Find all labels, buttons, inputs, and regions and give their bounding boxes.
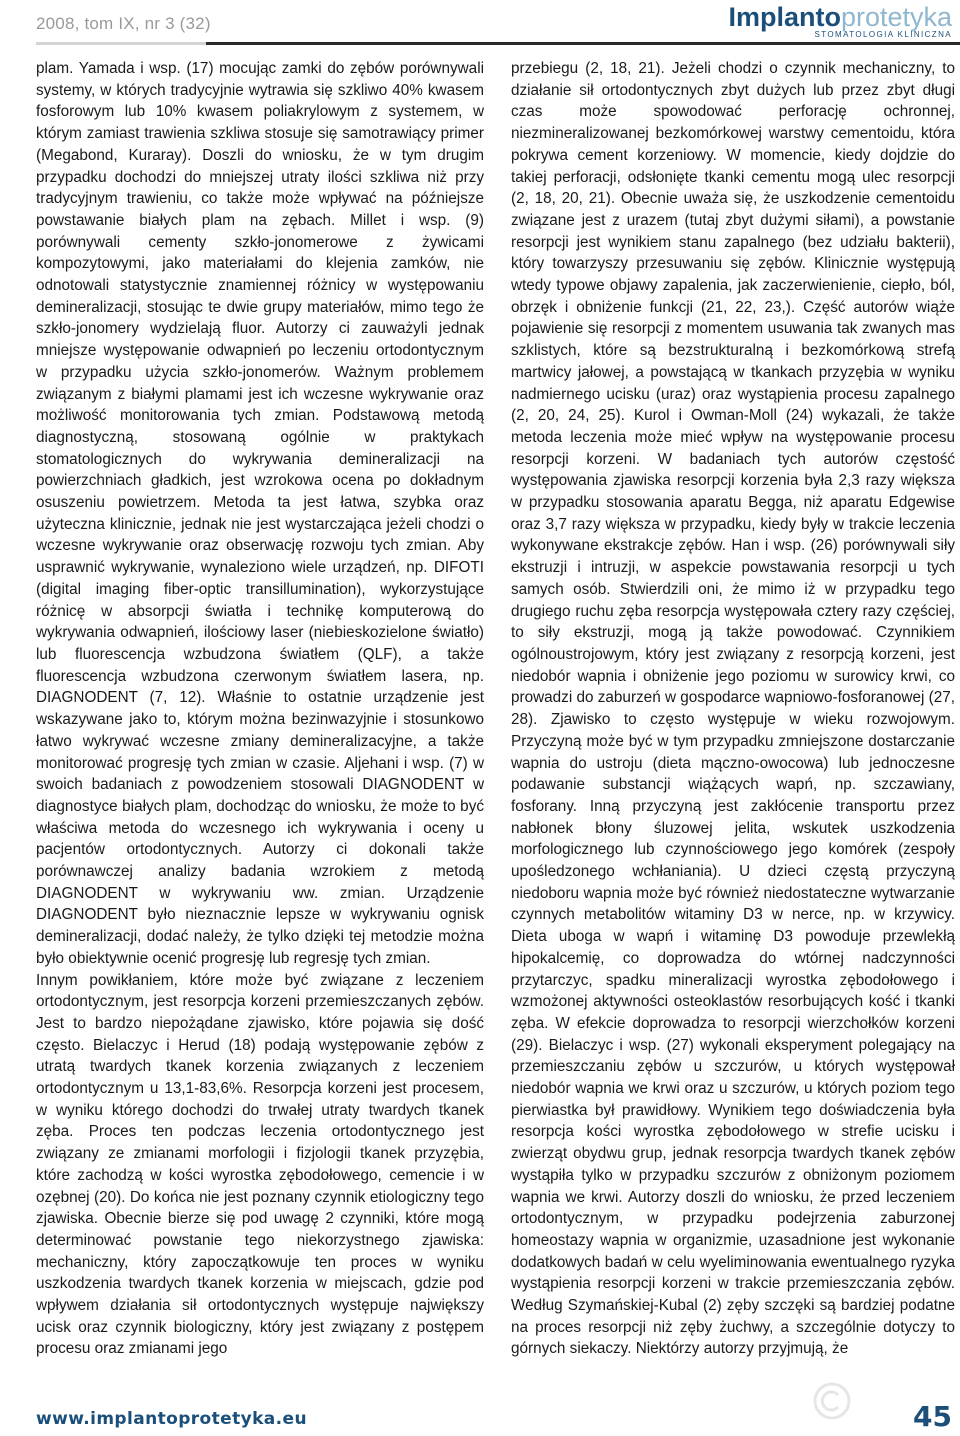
journal-logo — [728, 2, 952, 39]
copyright-watermark-icon — [812, 1381, 852, 1421]
paragraph: plam. Yamada i wsp. (17) mocując zamki do zębów porównywali systemy, w których tradycyjnie wytrawia się szkliwo 40% kwasem fosforowym lub 10% kwasem poliakrylowym z systemem, w którym zamiast trawienia szkliwa stosuje się samotrawiący primer (Megabond, Kuraray). Doszli do wniosku, że w tym drugim przypadku dochodzi do mniejszej utraty ilości szkliwa niż przy tradycyjnym trawieniu, co także może wpływać na późniejsze powstawanie białych plam na zębach. Millet i wsp. (9) porównywali cementy szkło-jonomerowe z żywicami kompozytowymi, jako materiałami do klejenia zamków, nie odnotowali statystycznie znamiennej różnicy w występowaniu demineralizacji, stosując te dwie grupy materiałów, mimo tego że szkło-jonomery wydzielają fluor. Autorzy ci zauważyli jednak mniejsze występowanie odwapnień po leczeniu ortodontycznym w przypadku użycia szkło-jonomerów. Ważnym problemem związanym z białymi plamami jest ich wczesne wykrywanie oraz możliwość monitorowania tych zmian. Podstawową metodą diagnostyczną, stosowaną ogólnie w praktykach stomatologicznych do wykrywania demineralizacji na powierzchniach gładkich, jest wzrokowa ocena po dokładnym osuszeniu powietrzem. Metoda ta jest łatwa, szybka oraz użyteczna klinicznie, jednak nie jest wystarczająca jeżeli chodzi o wczesne wykrywanie oraz obserwację rozwoju tych zmian. Aby usprawnić wykrywanie, wynaleziono wiele urządzeń, np. DIFOTI (digital imaging fiber-optic transillumination), wykorzystujące różnicę w absorpcji światła i technikę komputerową do wykrywania odwapnień, ilościowy laser (niebieskozielone światło) lub fluorescencja wzbudzona światłem (QLF), a także fluorescencja wzbudzona czerwonym światłem lasera, np. DIAGNODENT (7, 12). Właśnie to ostatnie urządzenie jest wskazywane jako to, którym można bezinwazyjnie i stosunkowo łatwo wykrywać wczesne zmiany demineralizacyjne, a także monitorować progresję tych zmian w czasie. Aljehani i wsp. (7) w swoich badaniach z powodzeniem stosowali DIAGNODENT w diagnostyce białych plam, dochodząc do wniosku, że może to być właściwa metoda do wczesnego ich wykrywania i oceny u pacjentów ortodontycznych. Autorzy ci dokonali także porównawczej analizy badania wzrokiem z metodą DIAGNODENT w wykrywaniu ww. zmian. Urządzenie DIAGNODENT było nieznacznie lepsze w wykrywaniu ognisk demineralizacji, dodać należy, że tylko dzięki tej metodzie można było obiektywnie ocenić progresję lub regresję tych zmian. — [36, 60, 484, 967]
right-column — [511, 58, 955, 1360]
logo-wordmark — [728, 2, 952, 32]
logo-subtitle: STOMATOLOGIA KLINICZNA — [814, 30, 952, 39]
issue-label: 2008, tom IX, nr 3 (32) — [36, 14, 211, 33]
header-rule-light — [36, 42, 206, 45]
left-column — [36, 58, 484, 1360]
page-number: 45 — [913, 1400, 952, 1433]
header-rule-dark — [206, 42, 960, 45]
paragraph: Innym powikłaniem, które może być związane z leczeniem ortodontycznym, jest resorpcja korzeni przemieszczanych zębów. Jest to bardzo niepożądane zjawisko, które pojawia się dość często. Bielaczyc i Herud (18) podają występowanie zębów z utratą twardych tkanek korzenia związanych z leczeniem ortodontycznym u 13,1-83,6%. Resorpcja korzeni jest procesem, w wyniku którego dochodzi do trwałej utraty twardych tkanek zęba. Proces ten podczas leczenia ortodontycznego jest związany ze zmianami morfologii i fizjologii tkanek przyzębia, które zachodzą w kości wyrostka zębodołowego, cemencie i w ozębnej (20). Do końca nie jest poznany czynnik etiologiczny tego zjawiska. Obecnie bierze się pod uwagę 2 czynniki, które mogą determinować powstanie tego niekorzystnego zjawiska: mechaniczny, który zapoczątkowuje ten proces w wyniku uszkodzenia twardych tkanek korzenia w miejscach, gdzie pod wpływem działania sił ortodontycznych występuje największy ucisk oraz czynnik biologiczny, który jest związany z postępem procesu oraz zmianami jego — [36, 971, 484, 1358]
website-link[interactable]: www.implantoprotetyka.eu — [36, 1409, 307, 1429]
logo-part-1: Implanto — [728, 2, 841, 32]
logo-part-2: protetyka — [840, 2, 952, 32]
paragraph: przebiegu (2, 18, 21). Jeżeli chodzi o czynnik mechaniczny, to działanie sił ortodontycznych zbyt dużych lub przez zbyt długi czas może spowodować perforację ochronnej, niezmineralizowanej bezkomórkowej warstwy cementoidu, która pokrywa cement korzeniowy. W momencie, kiedy dojdzie do takiej perforacji, odsłonięte tkanki cementu mogą ulec resorpcji (2, 18, 20, 21). Obecnie uważa się, że uszkodzenie cementoidu związane jest z urazem (tutaj zbyt dużymi siłami), a powstanie resorpcji jest wynikiem stanu zapalnego (bez udziału bakterii), który towarzyszy przesuwaniu się zębów. Klinicznie występują wtedy typowe objawy zapalenia, jak zaczerwienienie, ciepło, ból, obrzęk i obniżenie funkcji (21, 22, 23,). Część autorów wiąże pojawienie się resorpcji z momentem usuwania tak zwanych mas szklistych, które są bezstrukturalną i bezkomórkową strefą martwicy jałowej, a powstającą w tkankach przyzębia w wyniku nadmiernego ucisku (uraz) oraz wystąpienia procesu zapalnego (2, 20, 24, 25). Kurol i Owman-Moll (24) wykazali, że także metoda leczenia może mieć wpływ na występowanie procesu resorpcji korzeni. W badaniach tych autorów częstość występowania zjawiska resorpcji korzenia była 2,3 razy większa w przypadku stosowania aparatu Begga, niż aparatu Edgewise oraz 3,7 razy większa w przypadku, kiedy były w trakcie leczenia wykonywane ekstrakcje zębów. Han i wsp. (26) porównywali siły ekstruzji i intruzji, w aspekcie powstawania resorpcji u tych samych osób. Stwierdzili oni, że mimo iż w przypadku tego drugiego ruchu zęba resorpcja występowała cztery razy częściej, to siły ekstruzji, mogą ją także powodować. Czynnikiem ogólnoustrojowym, który jest związany z resorpcją korzeni, jest niedobór wapnia i obniżenie jego poziomu w surowicy krwi, co prowadzi do zaburzeń w gospodarce wapniowo-fosforanowej (27, 28). Zjawisko to często występuje w wieku rozwojowym. Przyczyną może być w tym przypadku zmniejszone dostarczanie wapnia do ustroju (dieta mączno-owocowa) lub jednoczesne podawanie substancji wiążących wapń, np. szczawiany, fosforany. Inną przyczyną jest zakłócenie transportu przez nabłonek błony śluzowej jelita, wskutek uszkodzenia morfologicznego lub czynnościowego jego komórek (zespoły upośledzonego wchłaniania). U dzieci częstą przyczyną niedoboru wapnia może być również niedostateczne wytwarzanie czynnych metabolitów witaminy D3 w nerce, np. w krzywicy. Dieta uboga w wapń i witaminę D3 powoduje przewlekłą hipokalcemię, co doprowadza do wtórnej nadczynności przytarczyc, spadku mineralizacji wyrostka zębodołowego i wzmożonej aktywności osteoklastów resorbujących kość i tkanki zęba. W efekcie doprowadza to resorpcji wierzchołków korzeni (29). Bielaczyc i wsp. (27) wykonali eksperyment polegający na przemieszczaniu zębów u szczurów, u których występował niedobór wapnia we krwi oraz u szczurów, u których poziom tego pierwiastka był prawidłowy. Wynikiem tego doświadczenia była resorpcja kości wyrostka zębodołowego w strefie ucisku i zwierząt obydwu grup, jednak resorpcja twardych tkanek zębów wystąpiła tylko w przypadku szczurów z obniżonym poziomem wapnia we krwi. Autorzy doszli do wniosku, że przed leczeniem ortodontycznym, w przypadku podejrzenia zaburzonej homeostazy wapnia w organizmie, uzasadnione jest wykonanie dodatkowych badań w celu wyeliminowania ewentualnego ryzyka wystąpienia resorpcji korzeni w trakcie przemieszczania zębów. Według Szymańskiej-Kubal (2) zęby szczęki są bardziej podatne na proces resorpcji niż zęby żuchwy, a szczególnie dotyczy to górnych siekaczy. Niektórzy autorzy przyjmują, że — [511, 60, 955, 1358]
